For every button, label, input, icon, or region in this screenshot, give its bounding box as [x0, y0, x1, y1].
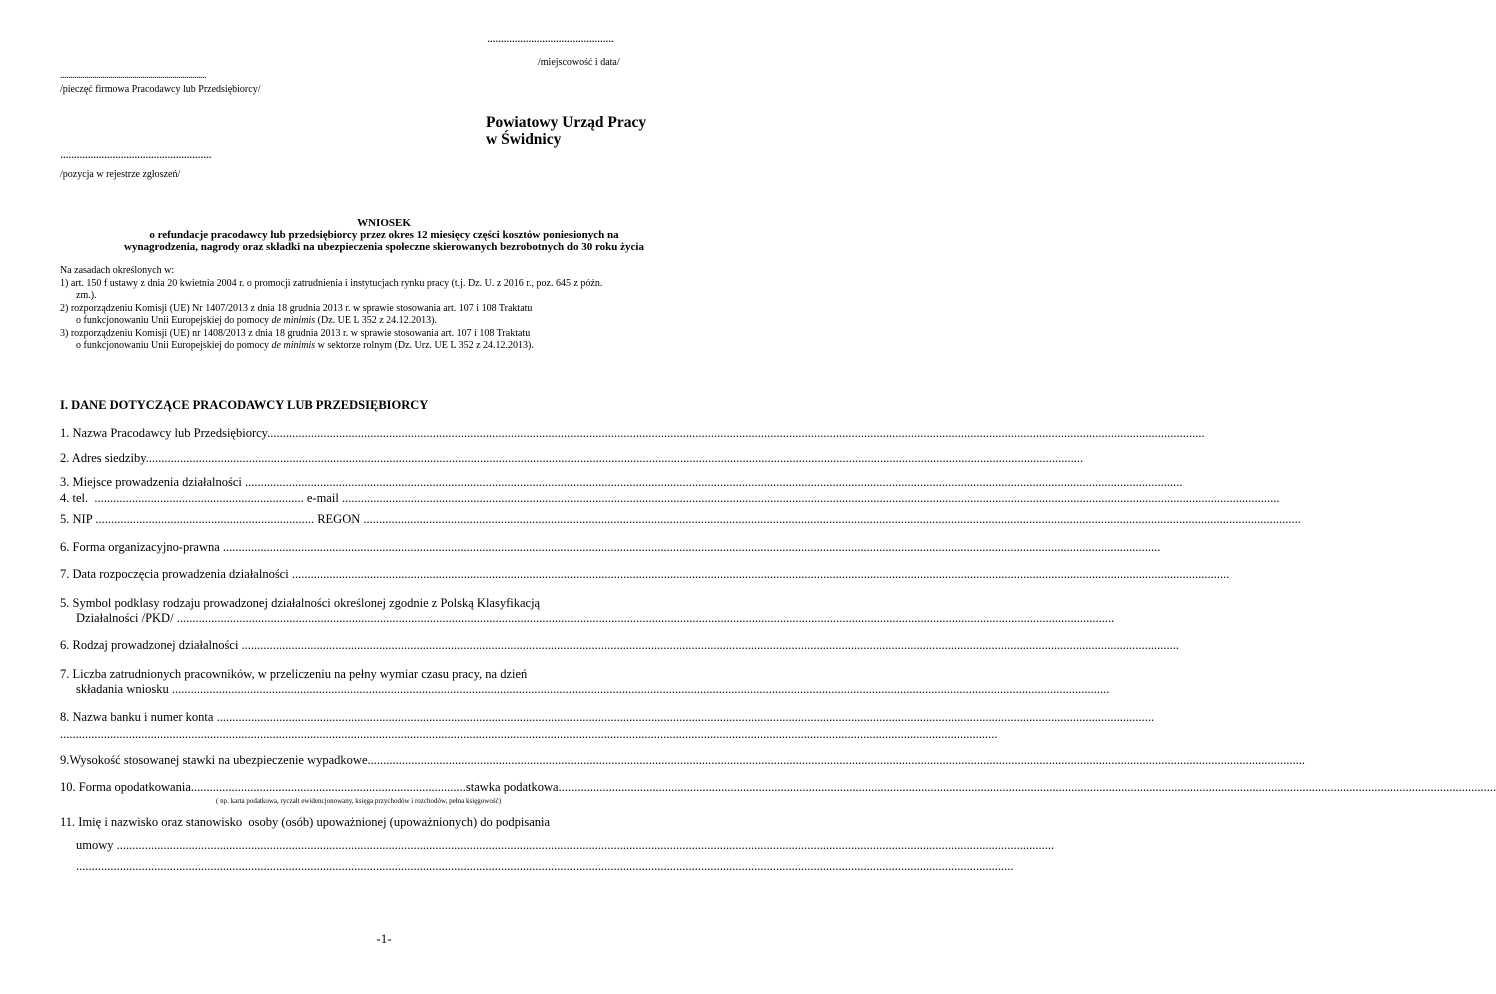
field-label-phone: 4. tel. — [60, 491, 95, 505]
field-accident-rate[interactable] — [60, 753, 1305, 768]
field-dots: ............................................................................................................................................................................................................................................................................................................ — [216, 710, 1155, 724]
field-dots: ............................................................................................................................................................................................................................................................................................................ — [245, 475, 1183, 489]
field-label: 6. Rodzaj prowadzonej działalności — [60, 638, 242, 652]
stamp-dots: ......................................................................... — [60, 70, 206, 81]
field-dots-tax-rate: ............................................................................................................................................................................................................................................................................................................ — [558, 780, 1496, 794]
legal-item-2-emph: de minimis — [271, 315, 316, 326]
legal-item-3-ref: w sektorze rolnym (Dz. Urz. UE L 352 z 24.12.2013). — [315, 340, 534, 351]
field-dots-regon: ............................................................................................................................................................................................................................................................................................................ — [363, 512, 1301, 526]
registry-label: /pozycja w rejestrze zgłoszeń/ — [60, 169, 181, 180]
legal-item-2: 2) rozporządzeniu Komisji (UE) Nr 1407/2013 z dnia 18 grudnia 2013 r. w sprawie stosowania art. 107 i 108 Traktatu — [60, 302, 533, 314]
field-employees-label: 7. Liczba zatrudnionych pracowników, w przeliczeniu na pełny wymiar czasu pracy, na dzień — [60, 667, 528, 681]
field-dots: ............................................................................................................................................................................................................................................................................................................ — [291, 567, 1230, 581]
field-business-location[interactable] — [60, 475, 1183, 490]
field-dots: ............................................................................................................................................................................................................................................................................................................ — [60, 727, 998, 741]
field-signatory-cont[interactable] — [76, 859, 1014, 874]
field-taxation[interactable] — [60, 780, 1496, 795]
field-legal-form[interactable] — [60, 540, 1161, 555]
field-dots: ............................................................................................................................................................................................................................................................................................................ — [145, 451, 1084, 465]
field-pkd[interactable] — [76, 611, 1115, 626]
field-dots-tax-form: ........................................................................................ — [190, 780, 466, 794]
field-taxation-note: ( np. karta podatkowa, ryczałt ewidencjonowany, księga przychodów i rozchodów, pełna księgowość) — [216, 797, 502, 805]
field-dots-email: ............................................................................................................................................................................................................................................................................................................ — [341, 491, 1280, 505]
legal-item-3-emph: de minimis — [271, 340, 316, 351]
legal-item-1-cont: zm.). — [76, 290, 97, 301]
legal-item-2-text: o funkcjonowaniu Unii Europejskiej do pomocy — [76, 315, 272, 326]
field-signatory-label: 11. Imię i nazwisko oraz stanowisko osoby (osób) upoważnionej (upoważnionych) do podpisania — [60, 815, 551, 829]
field-label-regon: REGON — [314, 512, 364, 526]
field-activity-type[interactable] — [60, 638, 1180, 653]
office-name: Powiatowy Urząd Pracy — [486, 114, 647, 131]
request-title: WNIOSEK — [357, 217, 411, 229]
field-employees[interactable] — [76, 682, 1110, 697]
field-label: 1. Nazwa Pracodawcy lub Przedsiębiorcy — [60, 426, 268, 440]
field-label: 9.Wysokość stosowanej stawki na ubezpieczenie wypadkowe — [60, 753, 368, 767]
field-start-date[interactable] — [60, 567, 1230, 582]
legal-basis — [60, 265, 710, 353]
field-dots: ............................................................................................................................................................................................................................................................................................................ — [222, 540, 1161, 554]
field-dots: ............................................................................................................................................................................................................................................................................................................ — [116, 838, 1055, 852]
office-city: w Świdnicy — [486, 131, 562, 148]
field-dots-nip: ...................................................................... — [95, 512, 315, 526]
field-pkd-label: 5. Symbol podklasy rodzaju prowadzonej działalności określonej zgodnie z Polską Klasyfikacją — [60, 596, 541, 610]
field-label: 3. Miejsce prowadzenia działalności — [60, 475, 245, 489]
field-label: składania wniosku — [76, 682, 172, 696]
field-label-tax-form: 10. Forma opodatkowania — [60, 780, 191, 794]
field-label: umowy — [76, 838, 117, 852]
field-bank[interactable] — [60, 710, 1155, 725]
section-1-heading: I. DANE DOTYCZĄCE PRACODAWCY LUB PRZEDSIĘBIORCY — [60, 398, 429, 412]
field-label-email: e-mail — [303, 491, 342, 505]
field-nip-regon[interactable] — [60, 512, 1301, 527]
stamp-label: /pieczęć firmowa Pracodawcy lub Przedsiębiorcy/ — [60, 84, 261, 95]
field-dots: ............................................................................................................................................................................................................................................................................................................ — [176, 611, 1115, 625]
legal-item-3-text: o funkcjonowaniu Unii Europejskiej do pomocy — [76, 340, 272, 351]
field-employer-name[interactable] — [60, 426, 1205, 441]
field-dots-phone: ................................................................... — [94, 491, 304, 505]
field-label: Działalności /PKD/ — [76, 611, 177, 625]
field-dots: ............................................................................................................................................................................................................................................................................................................ — [367, 753, 1305, 767]
field-dots: ............................................................................................................................................................................................................................................................................................................ — [267, 426, 1205, 440]
field-address[interactable] — [60, 451, 1084, 466]
field-signatory[interactable] — [76, 838, 1055, 853]
field-dots: ............................................................................................................................................................................................................................................................................................................ — [241, 638, 1180, 652]
field-label: 6. Forma organizacyjno-prawna — [60, 540, 223, 554]
field-dots: ............................................................................................................................................................................................................................................................................................................ — [171, 682, 1110, 696]
legal-item-2-ref: (Dz. UE L 352 z 24.12.2013). — [315, 315, 437, 326]
request-subtitle-2: wynagrodzenia, nagrody oraz składki na ubezpieczenia społeczne skierowanych bezrobotnych do 30 roku życia — [124, 241, 644, 253]
page-number: -1- — [376, 931, 392, 946]
legal-item-3: 3) rozporządzeniu Komisji (UE) nr 1408/2013 z dnia 18 grudnia 2013 r. w sprawie stosowania art. 107 i 108 Traktatu — [60, 327, 531, 339]
legal-item-1: 1) art. 150 f ustawy z dnia 20 kwietnia 2004 r. o promocji zatrudnienia i instytucjach rynku pracy (t.j. Dz. U. z 2016 r., poz. 645 z późn. — [60, 277, 603, 289]
legal-item-3-cont — [60, 340, 710, 353]
registry-dots: ....................................................... — [60, 146, 212, 161]
field-label: 7. Data rozpoczęcia prowadzenia działalności — [60, 567, 292, 581]
field-label-tax-rate: stawka podatkowa — [465, 780, 559, 794]
field-label: 2. Adres siedziby — [60, 451, 146, 465]
place-date-dots: .............................................. — [487, 30, 614, 45]
field-phone-email[interactable] — [60, 491, 1280, 506]
field-bank-cont[interactable] — [60, 727, 998, 742]
field-label: 8. Nazwa banku i numer konta — [60, 710, 217, 724]
place-date-label: /miejscowość i data/ — [538, 57, 620, 68]
field-label-nip: 5. NIP — [60, 512, 96, 526]
legal-item-2-cont — [60, 315, 710, 328]
request-subtitle-1: o refundacje pracodawcy lub przedsiębiorcy przez okres 12 miesięcy części kosztów poniesionych na — [149, 229, 619, 241]
legal-intro: Na zasadach określonych w: — [60, 265, 175, 276]
field-dots: ............................................................................................................................................................................................................................................................................................................ — [76, 859, 1014, 873]
